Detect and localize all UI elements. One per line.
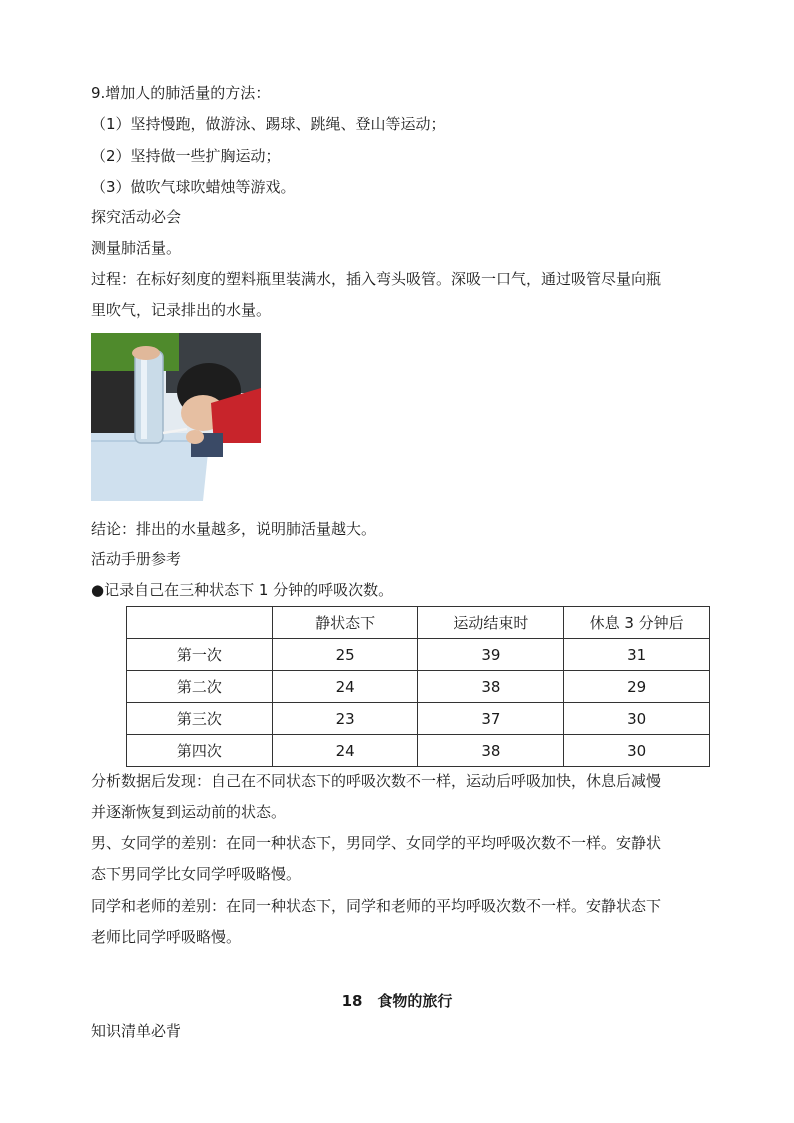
text-line: 里吹气，记录排出的水量。 [91,301,272,319]
text-line: 同学和老师的差别：在同一种状态下，同学和老师的平均呼吸次数不一样。安静状态下 [91,897,662,915]
table-cell: 第二次 [127,671,273,703]
table-cell: 38 [418,671,564,703]
table-cell: 29 [564,671,710,703]
table-cell: 31 [564,639,710,671]
text-line: （3）做吹气球吹蜡烛等游戏。 [91,178,296,196]
text-line: 老师比同学呼吸略慢。 [91,928,242,946]
table-cell: 第四次 [127,735,273,767]
text-line: 态下男同学比女同学呼吸略慢。 [91,865,302,883]
text-line: 知识清单必背 [91,1022,182,1040]
table-cell: 24 [272,735,418,767]
table-row [127,671,710,703]
table-header-cell: 静状态下 [272,607,418,639]
table-cell: 23 [272,703,418,735]
table-cell: 第三次 [127,703,273,735]
text-line: 并逐渐恢复到运动前的状态。 [91,803,287,821]
text-line: 分析数据后发现：自己在不同状态下的呼吸次数不一样，运动后呼吸加快，休息后减慢 [91,772,662,790]
table-cell: 第一次 [127,639,273,671]
table-row [127,639,710,671]
text-line: 结论：排出的水量越多，说明肺活量越大。 [91,520,377,538]
text-line: 活动手册参考 [91,550,182,568]
table-header-cell: 休息 3 分钟后 [564,607,710,639]
table-header-row [127,607,710,639]
text-line: 测量肺活量。 [91,239,182,257]
table-header-cell: 运动结束时 [418,607,564,639]
section-title: 18 食物的旅行 [341,992,453,1010]
table-row [127,703,710,735]
table-cell: 37 [418,703,564,735]
text-line: （2）坚持做一些扩胸运动； [91,147,281,165]
table-cell: 39 [418,639,564,671]
text-line: 探究活动必会 [91,208,182,226]
table-cell: 38 [418,735,564,767]
table-cell: 24 [272,671,418,703]
breathing-count-table [126,606,710,767]
table-header-cell [127,607,273,639]
text-line: 9.增加人的肺活量的方法： [91,84,271,102]
text-line: ●记录自己在三种状态下 1 分钟的呼吸次数。 [91,581,394,599]
text-line: 过程：在标好刻度的塑料瓶里装满水，插入弯头吸管。深吸一口气，通过吸管尽量向瓶 [91,270,662,288]
table-cell: 30 [564,735,710,767]
text-line: （1）坚持慢跑，做游泳、踢球、跳绳、登山等运动； [91,115,446,133]
table-cell: 25 [272,639,418,671]
table-cell: 30 [564,703,710,735]
lung-capacity-photo [91,333,261,501]
text-line: 男、女同学的差别：在同一种状态下，男同学、女同学的平均呼吸次数不一样。安静状 [91,834,662,852]
table-row [127,735,710,767]
